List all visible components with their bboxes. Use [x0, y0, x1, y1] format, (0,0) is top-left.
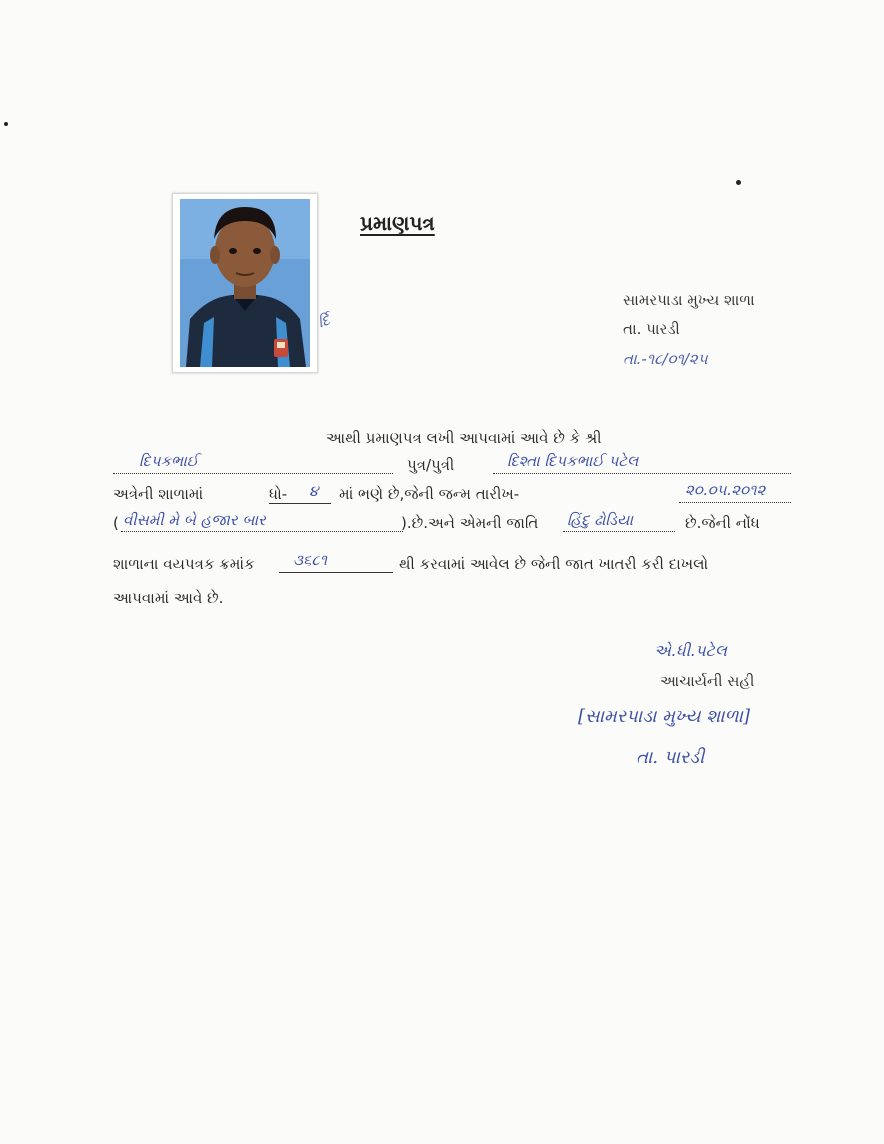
- birth-date-words: વીસમી મે બે હજાર બાર: [123, 511, 266, 529]
- body-line-1: [113, 428, 791, 450]
- std-value: ૪: [309, 482, 319, 500]
- photo-initials: ર્દિ: [315, 310, 333, 332]
- record-label: છે.જેની નોંધ: [685, 514, 760, 532]
- signature-label: આચાર્યની સહી: [660, 672, 755, 690]
- scan-speck: [736, 180, 741, 185]
- caste-label: ).છે.અને એમની જાતિ: [401, 514, 539, 532]
- page-title: પ્રમાણપત્ર: [360, 211, 435, 235]
- caste-value: હિંદુ ઢોડિયા: [567, 511, 633, 529]
- intro-text: આથી પ્રમાણપત્ર લખી આપવામાં આવે છે કે શ્રી: [326, 429, 602, 447]
- register-number: ૩૬૮૧: [293, 551, 327, 569]
- std-label: ધો-: [269, 485, 288, 503]
- school-stamp-line2: તા. પારડી: [636, 747, 705, 768]
- body-line-3: [113, 481, 791, 506]
- school-stamp-line1: [સામરપાડા મુખ્ય શાળા]: [578, 706, 750, 727]
- closing-text: આપવામાં આવે છે.: [113, 589, 224, 607]
- register-label: શાળાના વયપત્રક ક્રમાંક: [113, 555, 255, 573]
- studies-text: માં ભણે છે,જેની જન્મ તારીખ-: [339, 485, 520, 503]
- birth-date: ૨૦.૦૫.૨૦૧૨: [685, 481, 766, 499]
- body-line-4: ( વીસમી મે બે હજાર બાર ).છે.અને એમની જાતિ હિંદુ ઢોડિયા છે.જેની નોંધ: [113, 511, 760, 532]
- certificate-date: તા.-૧૮/૦૧/૨૫: [623, 350, 708, 368]
- line-end-text: થી કરવામાં આવેલ છે જેની જાત ખાતરી કરી દાખલો: [399, 555, 709, 573]
- student-photo-image: [180, 199, 310, 367]
- scan-speck: [4, 122, 8, 126]
- son-daughter-label: પુત્ર/પુત્રી: [407, 456, 455, 474]
- taluka: તા. પારડી: [623, 320, 680, 338]
- body-line-6: [113, 588, 791, 610]
- body-line-5: [113, 551, 791, 576]
- student-name: દિશ્તા દિપકભાઈ પટેલ: [507, 452, 639, 470]
- this-school-text: અત્રેની શાળામાં: [113, 485, 204, 503]
- school-name: સામરપાડા મુખ્ય શાળા: [623, 291, 755, 309]
- principal-signature: એ.ધી.પટેલ: [654, 641, 728, 660]
- student-photo: [172, 193, 318, 373]
- guardian-name: દિપકભાઈ: [139, 452, 199, 470]
- body-line-2: [113, 452, 791, 477]
